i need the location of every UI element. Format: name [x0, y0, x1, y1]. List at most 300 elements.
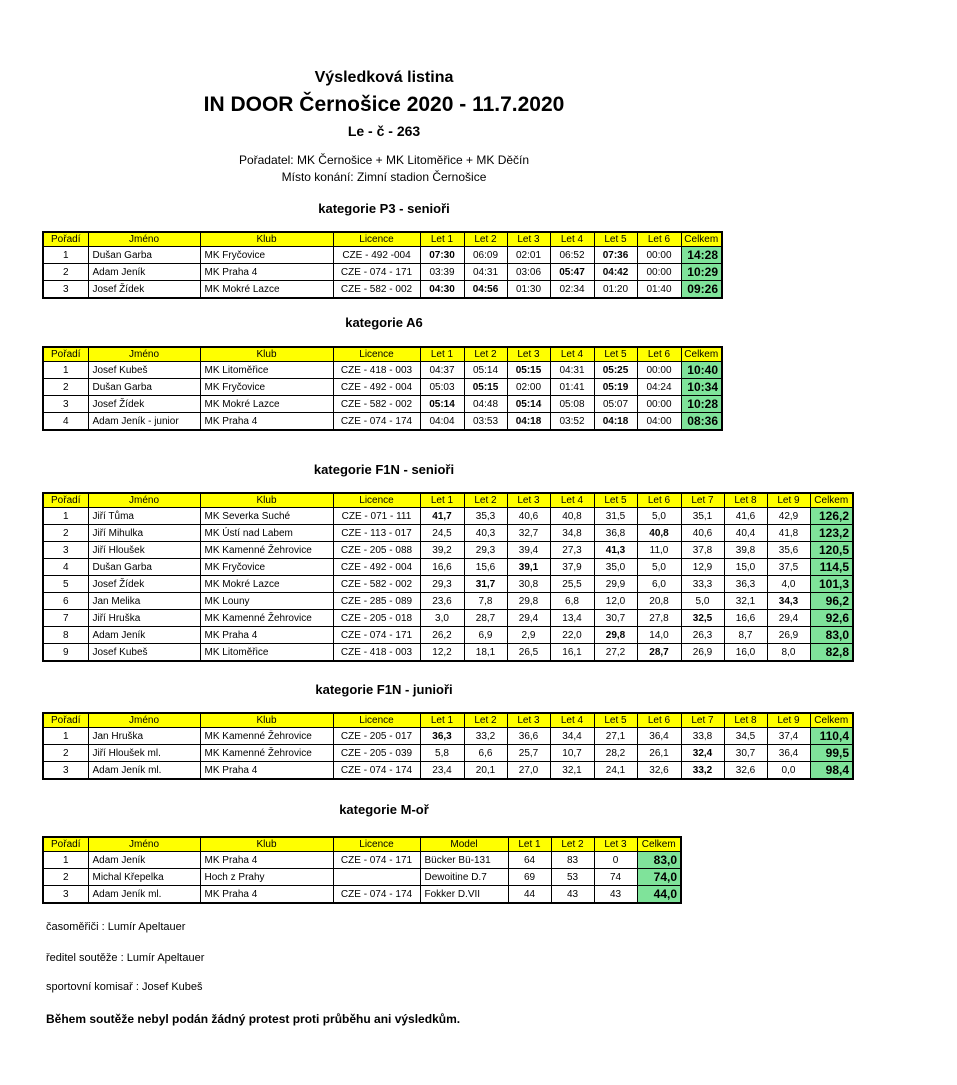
table-row [43, 745, 853, 762]
table-row [43, 413, 722, 431]
flight-cell: 27,3 [550, 542, 594, 559]
flight-cell: 04:30 [420, 281, 464, 299]
flight-cell: 03:53 [464, 413, 507, 431]
column-header: Let 7 [681, 713, 724, 728]
total-cell: 44,0 [637, 886, 681, 904]
column-header: Celkem [637, 837, 681, 852]
table-row [43, 396, 722, 413]
club-cell: MK Litoměřice [200, 362, 333, 379]
name-cell: Dušan Garba [88, 379, 200, 396]
flight-cell: 37,4 [767, 728, 810, 745]
flight-cell: 26,2 [420, 627, 464, 644]
column-header: Let 5 [594, 493, 637, 508]
rank-cell: 4 [43, 413, 88, 431]
total-cell: 10:28 [681, 396, 722, 413]
licence-cell: CZE - 582 - 002 [333, 281, 420, 299]
flight-cell: 05:14 [420, 396, 464, 413]
model-cell: Dewoitine D.7 [420, 869, 508, 886]
flight-cell: 29,4 [767, 610, 810, 627]
flight-cell: 5,0 [681, 593, 724, 610]
table-row [43, 762, 853, 780]
results-table-f1n-seniors [42, 492, 854, 662]
flight-cell: 16,6 [420, 559, 464, 576]
flight-cell: 30,7 [594, 610, 637, 627]
licence-cell: CZE - 074 - 171 [333, 852, 420, 869]
flight-cell: 33,3 [681, 576, 724, 593]
licence-cell: CZE - 418 - 003 [333, 362, 420, 379]
column-header: Pořadí [43, 493, 88, 508]
name-cell: Jiří Tůma [88, 508, 200, 525]
licence-cell: CZE - 205 - 088 [333, 542, 420, 559]
licence-cell: CZE - 074 - 174 [333, 762, 420, 780]
total-cell: 99,5 [810, 745, 853, 762]
flight-cell: 35,6 [767, 542, 810, 559]
column-header: Let 2 [464, 713, 507, 728]
flight-cell: 53 [551, 869, 594, 886]
flight-cell: 0 [594, 852, 637, 869]
column-header: Celkem [810, 493, 853, 508]
flight-cell: 03:39 [420, 264, 464, 281]
flight-cell: 00:00 [637, 396, 681, 413]
name-cell: Adam Jeník ml. [88, 886, 200, 904]
table-row [43, 559, 853, 576]
table-row [43, 644, 853, 662]
rank-cell: 3 [43, 886, 88, 904]
flight-cell: 36,8 [594, 525, 637, 542]
flight-cell: 42,9 [767, 508, 810, 525]
venue: Místo konání: Zimní stadion Černošice [281, 170, 487, 184]
table-row [43, 593, 853, 610]
flight-cell: 14,0 [637, 627, 681, 644]
flight-cell: 35,0 [594, 559, 637, 576]
licence-cell: CZE - 074 - 171 [333, 627, 420, 644]
rank-cell: 1 [43, 362, 88, 379]
flight-cell: 27,2 [594, 644, 637, 662]
flight-cell: 26,5 [507, 644, 550, 662]
name-cell: Jiří Mihulka [88, 525, 200, 542]
name-cell: Dušan Garba [88, 559, 200, 576]
flight-cell: 05:15 [507, 362, 550, 379]
column-header: Klub [200, 713, 333, 728]
flight-cell: 26,1 [637, 745, 681, 762]
flight-cell: 10,7 [550, 745, 594, 762]
flight-cell: 05:08 [550, 396, 594, 413]
licence-cell [333, 869, 420, 886]
flight-cell: 04:31 [550, 362, 594, 379]
total-cell: 10:34 [681, 379, 722, 396]
flight-cell: 8,0 [767, 644, 810, 662]
name-cell: Josef Žídek [88, 396, 200, 413]
table-row [43, 525, 853, 542]
licence-cell: CZE - 418 - 003 [333, 644, 420, 662]
total-cell: 126,2 [810, 508, 853, 525]
commissioner-line: sportovní komisař : Josef Kubeš [46, 981, 203, 993]
table-header-row [43, 232, 722, 247]
flight-cell: 05:07 [594, 396, 637, 413]
total-cell: 09:26 [681, 281, 722, 299]
column-header: Klub [200, 347, 333, 362]
total-cell: 83,0 [810, 627, 853, 644]
flight-cell: 34,3 [767, 593, 810, 610]
flight-cell: 04:48 [464, 396, 507, 413]
column-header: Let 8 [724, 713, 767, 728]
column-header: Let 2 [464, 493, 507, 508]
licence-cell: CZE - 492 -004 [333, 247, 420, 264]
name-cell: Adam Jeník [88, 852, 200, 869]
flight-cell: 33,8 [681, 728, 724, 745]
column-header: Let 7 [681, 493, 724, 508]
flight-cell: 26,3 [681, 627, 724, 644]
flight-cell: 01:30 [507, 281, 550, 299]
club-cell: MK Praha 4 [200, 627, 333, 644]
flight-cell: 00:00 [637, 264, 681, 281]
licence-cell: CZE - 582 - 002 [333, 576, 420, 593]
flight-cell: 31,5 [594, 508, 637, 525]
flight-cell: 2,9 [507, 627, 550, 644]
flight-cell: 15,0 [724, 559, 767, 576]
rank-cell: 9 [43, 644, 88, 662]
column-header: Licence [333, 493, 420, 508]
flight-cell: 24,5 [420, 525, 464, 542]
rank-cell: 3 [43, 281, 88, 299]
flight-cell: 44 [508, 886, 551, 904]
total-cell: 120,5 [810, 542, 853, 559]
flight-cell: 26,9 [681, 644, 724, 662]
flight-cell: 39,2 [420, 542, 464, 559]
rank-cell: 3 [43, 396, 88, 413]
club-cell: MK Severka Suché [200, 508, 333, 525]
total-cell: 92,6 [810, 610, 853, 627]
name-cell: Jiří Hloušek [88, 542, 200, 559]
club-cell: MK Praha 4 [200, 762, 333, 780]
flight-cell: 12,0 [594, 593, 637, 610]
total-cell: 101,3 [810, 576, 853, 593]
flight-cell: 04:42 [594, 264, 637, 281]
flight-cell: 03:52 [550, 413, 594, 431]
column-header: Let 2 [551, 837, 594, 852]
flight-cell: 16,1 [550, 644, 594, 662]
flight-cell: 6,9 [464, 627, 507, 644]
club-cell: MK Fryčovice [200, 379, 333, 396]
column-header: Let 5 [594, 347, 637, 362]
category-title-f1n-juniors: kategorie F1N - junioři [315, 682, 453, 697]
flight-cell: 35,3 [464, 508, 507, 525]
flight-cell: 04:00 [637, 413, 681, 431]
club-cell: Hoch z Prahy [200, 869, 333, 886]
competition-code: Le - č - 263 [347, 123, 421, 139]
flight-cell: 04:31 [464, 264, 507, 281]
flight-cell: 22,0 [550, 627, 594, 644]
column-header: Celkem [681, 232, 722, 247]
flight-cell: 25,7 [507, 745, 550, 762]
total-cell: 96,2 [810, 593, 853, 610]
club-cell: MK Litoměřice [200, 644, 333, 662]
flight-cell: 07:30 [420, 247, 464, 264]
flight-cell: 5,0 [637, 508, 681, 525]
total-cell: 110,4 [810, 728, 853, 745]
flight-cell: 04:04 [420, 413, 464, 431]
rank-cell: 3 [43, 542, 88, 559]
column-header: Pořadí [43, 232, 88, 247]
flight-cell: 43 [594, 886, 637, 904]
protest-statement: Během soutěže nebyl podán žádný protest proti průběhu ani výsledkům. [46, 1012, 461, 1026]
club-cell: MK Praha 4 [200, 886, 333, 904]
flight-cell: 05:14 [464, 362, 507, 379]
flight-cell: 40,4 [724, 525, 767, 542]
flight-cell: 03:06 [507, 264, 550, 281]
flight-cell: 00:00 [637, 247, 681, 264]
rank-cell: 2 [43, 264, 88, 281]
column-header: Jméno [88, 837, 200, 852]
rank-cell: 2 [43, 869, 88, 886]
club-cell: MK Praha 4 [200, 852, 333, 869]
column-header: Let 4 [550, 232, 594, 247]
column-header: Let 6 [637, 347, 681, 362]
name-cell: Adam Jeník ml. [88, 762, 200, 780]
flight-cell: 20,8 [637, 593, 681, 610]
flight-cell: 15,6 [464, 559, 507, 576]
club-cell: MK Mokré Lazce [200, 396, 333, 413]
flight-cell: 36,3 [724, 576, 767, 593]
name-cell: Jan Hruška [88, 728, 200, 745]
flight-cell: 05:15 [464, 379, 507, 396]
page-title: Výsledková listina [314, 69, 454, 86]
flight-cell: 29,3 [464, 542, 507, 559]
flight-cell: 36,3 [420, 728, 464, 745]
column-header: Let 6 [637, 493, 681, 508]
column-header: Jméno [88, 347, 200, 362]
flight-cell: 07:36 [594, 247, 637, 264]
flight-cell: 01:41 [550, 379, 594, 396]
flight-cell: 30,8 [507, 576, 550, 593]
timers-line: časoměřiči : Lumír Apeltauer [46, 921, 186, 933]
column-header: Let 2 [464, 232, 507, 247]
flight-cell: 20,1 [464, 762, 507, 780]
flight-cell: 6,8 [550, 593, 594, 610]
column-header: Let 3 [594, 837, 637, 852]
flight-cell: 40,3 [464, 525, 507, 542]
club-cell: MK Kamenné Žehrovice [200, 610, 333, 627]
flight-cell: 39,4 [507, 542, 550, 559]
club-cell: MK Ústí nad Labem [200, 525, 333, 542]
column-header: Let 5 [594, 232, 637, 247]
club-cell: MK Kamenné Žehrovice [200, 728, 333, 745]
flight-cell: 74 [594, 869, 637, 886]
table-row [43, 610, 853, 627]
flight-cell: 41,6 [724, 508, 767, 525]
column-header: Jméno [88, 493, 200, 508]
total-cell: 114,5 [810, 559, 853, 576]
club-cell: MK Kamenné Žehrovice [200, 542, 333, 559]
flight-cell: 30,7 [724, 745, 767, 762]
club-cell: MK Praha 4 [200, 413, 333, 431]
licence-cell: CZE - 492 - 004 [333, 379, 420, 396]
flight-cell: 31,7 [464, 576, 507, 593]
total-cell: 10:40 [681, 362, 722, 379]
total-cell: 82,8 [810, 644, 853, 662]
table-header-row [43, 493, 853, 508]
flight-cell: 35,1 [681, 508, 724, 525]
column-header: Licence [333, 713, 420, 728]
column-header: Let 3 [507, 232, 550, 247]
flight-cell: 12,9 [681, 559, 724, 576]
flight-cell: 32,1 [724, 593, 767, 610]
flight-cell: 36,4 [637, 728, 681, 745]
club-cell: MK Louny [200, 593, 333, 610]
flight-cell: 29,3 [420, 576, 464, 593]
name-cell: Josef Žídek [88, 576, 200, 593]
model-cell: Fokker D.VII [420, 886, 508, 904]
category-title-a6: kategorie A6 [345, 315, 423, 330]
column-header: Let 9 [767, 713, 810, 728]
flight-cell: 05:25 [594, 362, 637, 379]
rank-cell: 1 [43, 728, 88, 745]
table-row [43, 281, 722, 299]
table-header-row [43, 837, 681, 852]
rank-cell: 7 [43, 610, 88, 627]
column-header: Let 1 [420, 347, 464, 362]
total-cell: 123,2 [810, 525, 853, 542]
rank-cell: 2 [43, 745, 88, 762]
flight-cell: 05:14 [507, 396, 550, 413]
column-header: Jméno [88, 232, 200, 247]
flight-cell: 37,9 [550, 559, 594, 576]
flight-cell: 16,6 [724, 610, 767, 627]
rank-cell: 1 [43, 852, 88, 869]
flight-cell: 18,1 [464, 644, 507, 662]
flight-cell: 37,8 [681, 542, 724, 559]
flight-cell: 0,0 [767, 762, 810, 780]
table-row [43, 886, 681, 904]
results-table-m-or [42, 836, 682, 904]
column-header: Pořadí [43, 837, 88, 852]
flight-cell: 00:00 [637, 362, 681, 379]
column-header: Let 6 [637, 713, 681, 728]
flight-cell: 26,9 [767, 627, 810, 644]
flight-cell: 16,0 [724, 644, 767, 662]
flight-cell: 04:18 [507, 413, 550, 431]
table-row [43, 247, 722, 264]
column-header: Klub [200, 837, 333, 852]
flight-cell: 32,6 [724, 762, 767, 780]
table-row [43, 576, 853, 593]
licence-cell: CZE - 205 - 018 [333, 610, 420, 627]
flight-cell: 29,8 [594, 627, 637, 644]
licence-cell: CZE - 492 - 004 [333, 559, 420, 576]
flight-cell: 34,8 [550, 525, 594, 542]
licence-cell: CZE - 113 - 017 [333, 525, 420, 542]
flight-cell: 27,1 [594, 728, 637, 745]
name-cell: Michal Křepelka [88, 869, 200, 886]
column-header: Pořadí [43, 347, 88, 362]
flight-cell: 34,5 [724, 728, 767, 745]
column-header: Let 5 [594, 713, 637, 728]
results-table-f1n-juniors [42, 712, 854, 780]
flight-cell: 01:20 [594, 281, 637, 299]
rank-cell: 2 [43, 525, 88, 542]
table-row [43, 728, 853, 745]
flight-cell: 32,6 [637, 762, 681, 780]
column-header: Model [420, 837, 508, 852]
flight-cell: 40,6 [681, 525, 724, 542]
category-title-m-or: kategorie M-oř [339, 802, 429, 817]
column-header: Licence [333, 837, 420, 852]
flight-cell: 13,4 [550, 610, 594, 627]
name-cell: Josef Kubeš [88, 644, 200, 662]
rank-cell: 2 [43, 379, 88, 396]
flight-cell: 04:37 [420, 362, 464, 379]
column-header: Jméno [88, 713, 200, 728]
rank-cell: 1 [43, 508, 88, 525]
flight-cell: 41,8 [767, 525, 810, 542]
flight-cell: 23,6 [420, 593, 464, 610]
club-cell: MK Praha 4 [200, 264, 333, 281]
flight-cell: 04:24 [637, 379, 681, 396]
licence-cell: CZE - 074 - 174 [333, 413, 420, 431]
flight-cell: 25,5 [550, 576, 594, 593]
flight-cell: 36,4 [767, 745, 810, 762]
licence-cell: CZE - 074 - 174 [333, 886, 420, 904]
licence-cell: CZE - 205 - 017 [333, 728, 420, 745]
club-cell: MK Mokré Lazce [200, 281, 333, 299]
column-header: Klub [200, 232, 333, 247]
flight-cell: 04:56 [464, 281, 507, 299]
column-header: Let 8 [724, 493, 767, 508]
category-title-f1n-seniors: kategorie F1N - senioři [313, 462, 455, 477]
flight-cell: 40,6 [507, 508, 550, 525]
rank-cell: 8 [43, 627, 88, 644]
flight-cell: 8,7 [724, 627, 767, 644]
flight-cell: 02:01 [507, 247, 550, 264]
flight-cell: 40,8 [637, 525, 681, 542]
rank-cell: 3 [43, 762, 88, 780]
flight-cell: 11,0 [637, 542, 681, 559]
flight-cell: 6,6 [464, 745, 507, 762]
total-cell: 14:28 [681, 247, 722, 264]
column-header: Licence [333, 347, 420, 362]
column-header: Let 3 [507, 493, 550, 508]
rank-cell: 4 [43, 559, 88, 576]
column-header: Let 1 [508, 837, 551, 852]
table-row [43, 264, 722, 281]
name-cell: Jiří Hruška [88, 610, 200, 627]
flight-cell: 24,1 [594, 762, 637, 780]
flight-cell: 12,2 [420, 644, 464, 662]
licence-cell: CZE - 074 - 171 [333, 264, 420, 281]
flight-cell: 29,4 [507, 610, 550, 627]
flight-cell: 41,7 [420, 508, 464, 525]
table-row [43, 508, 853, 525]
total-cell: 10:29 [681, 264, 722, 281]
table-row [43, 852, 681, 869]
column-header: Let 9 [767, 493, 810, 508]
flight-cell: 4,0 [767, 576, 810, 593]
flight-cell: 05:19 [594, 379, 637, 396]
model-cell: Bücker Bü-131 [420, 852, 508, 869]
licence-cell: CZE - 582 - 002 [333, 396, 420, 413]
table-row [43, 542, 853, 559]
column-header: Let 6 [637, 232, 681, 247]
table-row [43, 869, 681, 886]
flight-cell: 39,8 [724, 542, 767, 559]
club-cell: MK Mokré Lazce [200, 576, 333, 593]
rank-cell: 5 [43, 576, 88, 593]
total-cell: 74,0 [637, 869, 681, 886]
name-cell: Adam Jeník - junior [88, 413, 200, 431]
flight-cell: 6,0 [637, 576, 681, 593]
flight-cell: 5,8 [420, 745, 464, 762]
flight-cell: 43 [551, 886, 594, 904]
